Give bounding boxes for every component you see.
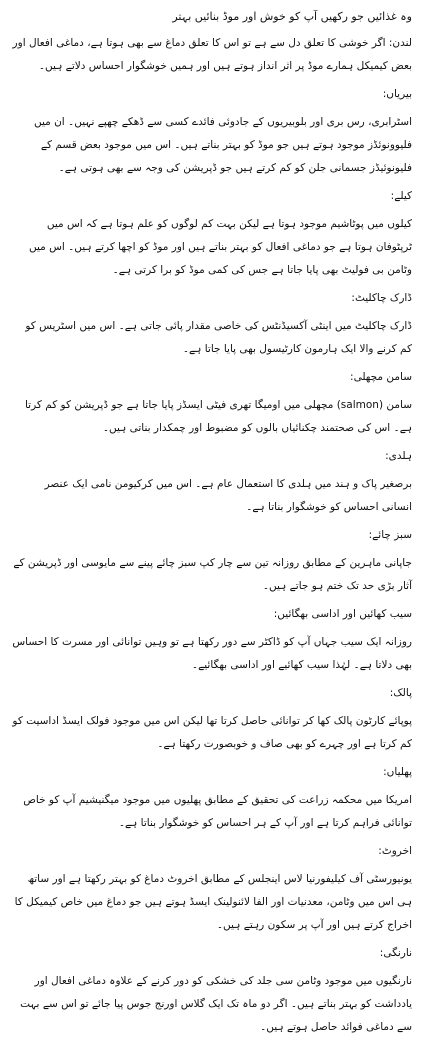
- section-heading: اخروٹ:: [378, 845, 412, 857]
- section-heading: سبز چائے:: [368, 529, 412, 541]
- section-heading: پالک:: [389, 687, 412, 699]
- section-body: روزانہ ایک سیب جہاں آپ کو ڈاکٹر سے دور رکھتا ہے تو وہیں توانائی اور مسرت کا احساس بھی دلاتا ہے۔ لہٰذا سیب کھائیے اور اداسی بھگائیے۔: [12, 636, 412, 671]
- section-body: یونیورسٹی آف کیلیفورنیا لاس اینجلس کے مطابق اخروٹ دماغ کو بہتر رکھتا ہے اور ساتھ ہی اس میں وٹامن، معدنیات اور الفا لائنولینک ایسڈ ہوتے ہیں جو دماغ میں خاص کیمیکل کا اخراج کرتے ہیں اور آپ پر سکون رہتے ہیں۔: [14, 873, 412, 931]
- section-oranges: [12, 945, 412, 1039]
- section-heading: ڈارک چاکلیٹ:: [351, 292, 412, 304]
- section-body: برصغیر پاک و ہند میں ہلدی کا استعمال عام ہے۔ اس میں کرکیومن نامی ایک عنصر انسانی احساس کو خوشگوار بناتا ہے۔: [44, 478, 412, 513]
- section-heading: سامن مچھلی:: [350, 371, 412, 383]
- section-heading: نارنگی:: [379, 947, 412, 959]
- section-body: اسٹرابری، رس بری اور بلوبیریوں کے جادوئی فائدے کسی سے ڈھکے چھپے نہیں۔ ان میں فلیوونوئڈز موجود ہوتے ہیں جو موڈ کو بہتر بناتے ہیں۔ اس میں موجود بعض قسم کے فلیونوئیڈز جسمانی جلن کو کم کرتے ہیں جو ڈپریشن کی وجہ سے بھی ہوتی ہے۔: [33, 116, 412, 174]
- intro-paragraph: لندن: اگر خوشی کا تعلق دل سے ہے تو اس کا تعلق دماغ سے بھی ہوتا ہے، دماغی افعال اور بعض کیمیکل ہمارے موڈ پر اثر انداز ہوتے ہیں اور ہمیں خوشگوار احساس دلاتے ہیں۔: [12, 37, 412, 72]
- section-heading: ہلدی:: [385, 450, 412, 462]
- section-berries: [12, 86, 412, 180]
- section-beans: [12, 764, 412, 835]
- section-body: نارنگیوں میں موجود وٹامن سی جلد کی خشکی کو دور کرنے کے علاوہ دماغی افعال اور یادداشت کو بہتر بناتے ہیں۔ اگر دو ماہ تک ایک گلاس اورنج جوس پیا جائے تو اس سے بہت سے دماغی فوائد حاصل ہوتے ہیں۔: [20, 975, 412, 1033]
- section-spinach: [12, 685, 412, 756]
- section-heading: کیلے:: [390, 190, 412, 202]
- section-apples: [12, 606, 412, 677]
- section-body: پوپائے کارٹون پالک کھا کر توانائی حاصل کرتا تھا لیکن اس میں موجود فولک ایسڈ اداسیت کو کم کرتا ہے اور چہرے کو بھی صاف و خوبصورت رکھتا ہے۔: [12, 715, 412, 750]
- section-walnuts: [12, 843, 412, 937]
- section-body: سامن (salmon) مچھلی میں اومیگا تھری فیٹی ایسڈز پایا جاتا ہے جو ڈپریشن کو کم کرتا ہے۔ اس کی صحتمند چکنائیاں بالوں کو مضبوط اور چمکدار بناتی ہیں۔: [24, 399, 412, 434]
- section-body: جاپانی ماہرین کے مطابق روزانہ تین سے چار کپ سبز چائے پینے سے مایوسی اور ڈپریشن کے آثار بڑی حد تک ختم ہو جاتے ہیں۔: [13, 557, 412, 592]
- section-salmon: [12, 369, 412, 440]
- section-heading: بیریاں:: [382, 88, 412, 100]
- section-body: ڈارک چاکلیٹ میں اینٹی آکسیڈنٹس کی خاصی مقدار پائی جاتی ہے۔ اس میں اسٹریس کو کم کرنے والا ایک ہارمون کارٹیسول بھی پایا جاتا ہے۔: [25, 320, 412, 355]
- section-body: کیلوں میں پوٹاشیم موجود ہوتا ہے لیکن بہت کم لوگوں کو علم ہوتا ہے کہ اس میں ٹرپٹوفان ہوتا ہے جو دماغی افعال کو بہتر بناتے ہیں اور موڈ کو اچھا کرتے ہیں۔ اس میں وٹامن بی فولیٹ بھی پایا جاتا ہے جس کی کمی موڈ کو برا کرتی ہے۔: [28, 218, 412, 276]
- section-dark-chocolate: [12, 290, 412, 361]
- section-heading: سیب کھائیں اور اداسی بھگائیں:: [273, 608, 412, 620]
- section-turmeric: [12, 448, 412, 519]
- section-green-tea: [12, 527, 412, 598]
- section-heading: پھلیاں:: [383, 766, 412, 778]
- article-title: وہ غذائیں جو رکھیں آپ کو خوش اور موڈ بنائیں بہتر: [172, 10, 412, 23]
- section-bananas: [12, 188, 412, 282]
- section-body: امریکا میں محکمہ زراعت کی تحقیق کے مطابق پھلیوں میں موجود میگنیشیم آپ کو خاص توانائی فراہم کرتا ہے اور آپ کے ہر احساس کو خوشگوار بناتا ہے۔: [23, 794, 412, 829]
